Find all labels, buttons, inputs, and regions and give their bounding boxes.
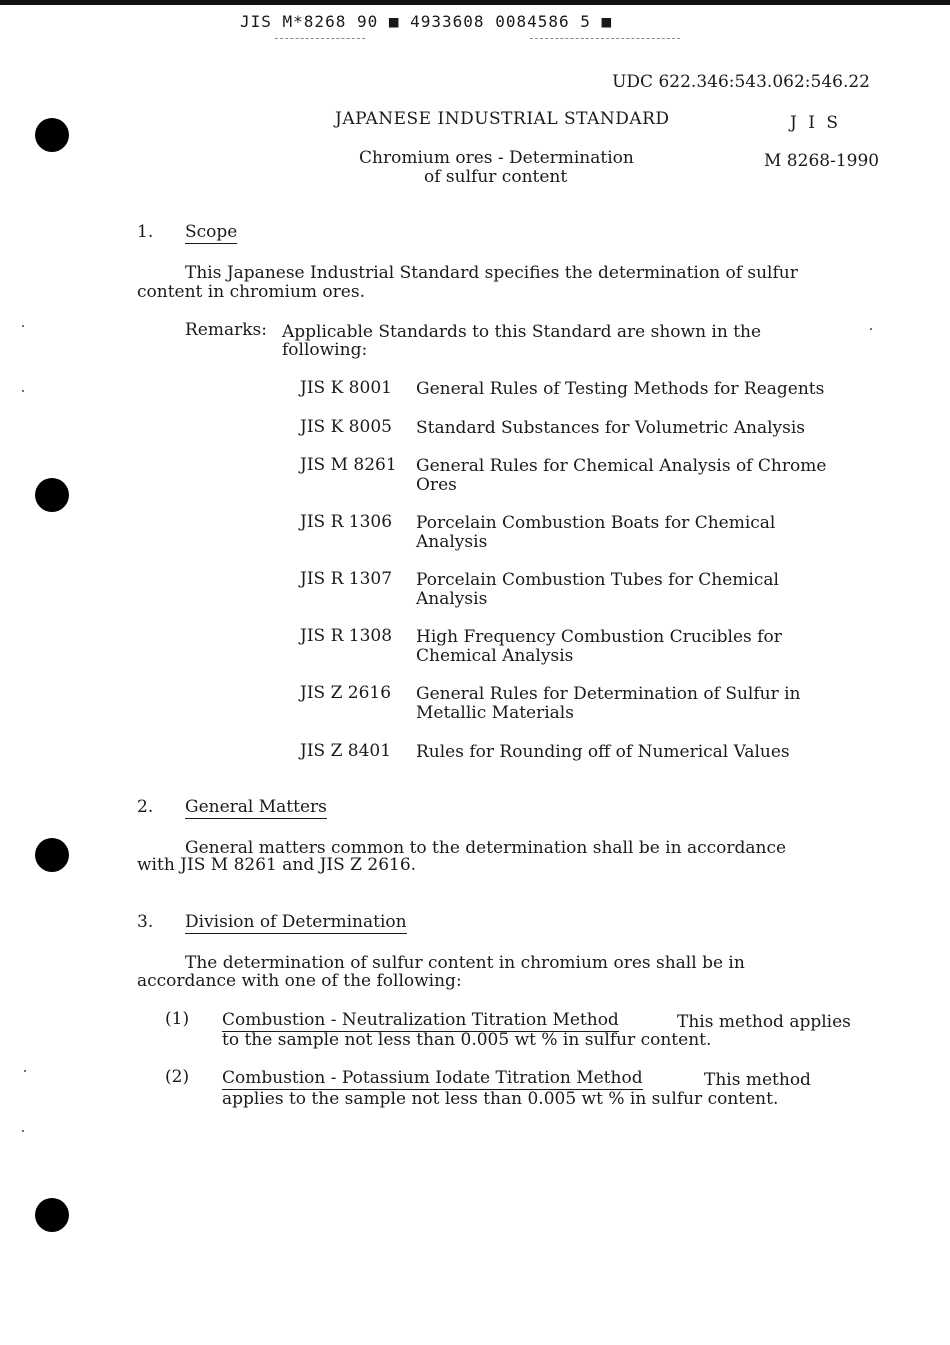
scope-para-line1: This Japanese Industrial Standard specifies the determination of sulfur xyxy=(185,263,798,283)
doc-title-line1: Chromium ores - Determination xyxy=(359,148,634,168)
standard-code: JIS R 1306 xyxy=(300,512,393,532)
scan-speck xyxy=(22,325,24,327)
standard-number: M 8268-1990 xyxy=(764,151,880,171)
method-desc-line2: applies to the sample not less than 0.005 wt % in sulfur content. xyxy=(222,1089,779,1109)
standard-title: General Rules for Chemical Analysis of Chrome Ores xyxy=(416,456,827,495)
org-name: JAPANESE INDUSTRIAL STANDARD xyxy=(335,109,670,129)
method-desc-line2: to the sample not less than 0.005 wt % in sulfur content. xyxy=(222,1030,712,1050)
scope-para-line2: content in chromium ores. xyxy=(137,282,365,302)
header-rule xyxy=(530,38,680,39)
standard-code: JIS K 8001 xyxy=(300,378,392,398)
header-rule xyxy=(275,38,365,39)
method-name: Combustion - Neutralization Titration Method xyxy=(222,1010,619,1030)
division-para-line2: accordance with one of the following: xyxy=(137,971,462,991)
scan-speck xyxy=(870,328,872,330)
scan-top-edge xyxy=(0,0,950,5)
standard-title: General Rules of Testing Methods for Reagents xyxy=(416,379,825,399)
standard-title: Porcelain Combustion Tubes for Chemical Analysis xyxy=(416,570,779,609)
doc-title-line2: of sulfur content xyxy=(424,167,568,187)
standard-title: High Frequency Combustion Crucibles for Chemical Analysis xyxy=(416,627,782,666)
section-number: 3. xyxy=(137,912,154,932)
standard-title: General Rules for Determination of Sulfur in Metallic Materials xyxy=(416,684,801,723)
standard-code: JIS M 8261 xyxy=(300,455,397,475)
binder-hole xyxy=(35,118,69,152)
remarks-label: Remarks: xyxy=(185,320,267,340)
standard-title: Standard Substances for Volumetric Analysis xyxy=(416,418,805,438)
section-number: 1. xyxy=(137,222,154,242)
method-desc-line1: This method applies xyxy=(677,1012,851,1032)
standard-code: JIS K 8005 xyxy=(300,417,392,437)
section-title-division: Division of Determination xyxy=(185,912,407,932)
method-name: Combustion - Potassium Iodate Titration Method xyxy=(222,1068,643,1088)
division-para-line1: The determination of sulfur content in chromium ores shall be in xyxy=(185,953,745,973)
standard-code: JIS Z 2616 xyxy=(300,683,392,703)
standard-title: Rules for Rounding off of Numerical Values xyxy=(416,742,790,762)
jis-mark: J I S xyxy=(790,113,841,133)
standard-code: JIS R 1307 xyxy=(300,569,393,589)
scan-speck xyxy=(22,390,24,392)
general-para-line1: General matters common to the determination shall be in accordance xyxy=(185,838,787,858)
list-marker: (1) xyxy=(165,1009,190,1029)
section-number: 2. xyxy=(137,797,154,817)
remarks-line2: following: xyxy=(282,340,368,360)
binder-hole xyxy=(35,478,69,512)
section-title-general-matters: General Matters xyxy=(185,797,327,817)
binder-hole xyxy=(35,838,69,872)
standard-code: JIS Z 8401 xyxy=(300,741,392,761)
standard-code: JIS R 1308 xyxy=(300,626,393,646)
scan-speck xyxy=(24,1070,26,1072)
section-title-scope: Scope xyxy=(185,222,238,242)
general-para-line2: with JIS M 8261 and JIS Z 2616. xyxy=(137,855,417,875)
scan-speck xyxy=(22,1130,24,1132)
standard-title: Porcelain Combustion Boats for Chemical Analysis xyxy=(416,513,776,552)
method-desc-line1: This method xyxy=(704,1070,811,1090)
header-code: JIS M*8268 90 ■ 4933608 0084586 5 ■ xyxy=(240,12,613,31)
list-marker: (2) xyxy=(165,1067,190,1087)
remarks-line1: Applicable Standards to this Standard are shown in the xyxy=(282,322,762,342)
udc-code: UDC 622.346:543.062:546.22 xyxy=(612,72,870,92)
binder-hole xyxy=(35,1198,69,1232)
